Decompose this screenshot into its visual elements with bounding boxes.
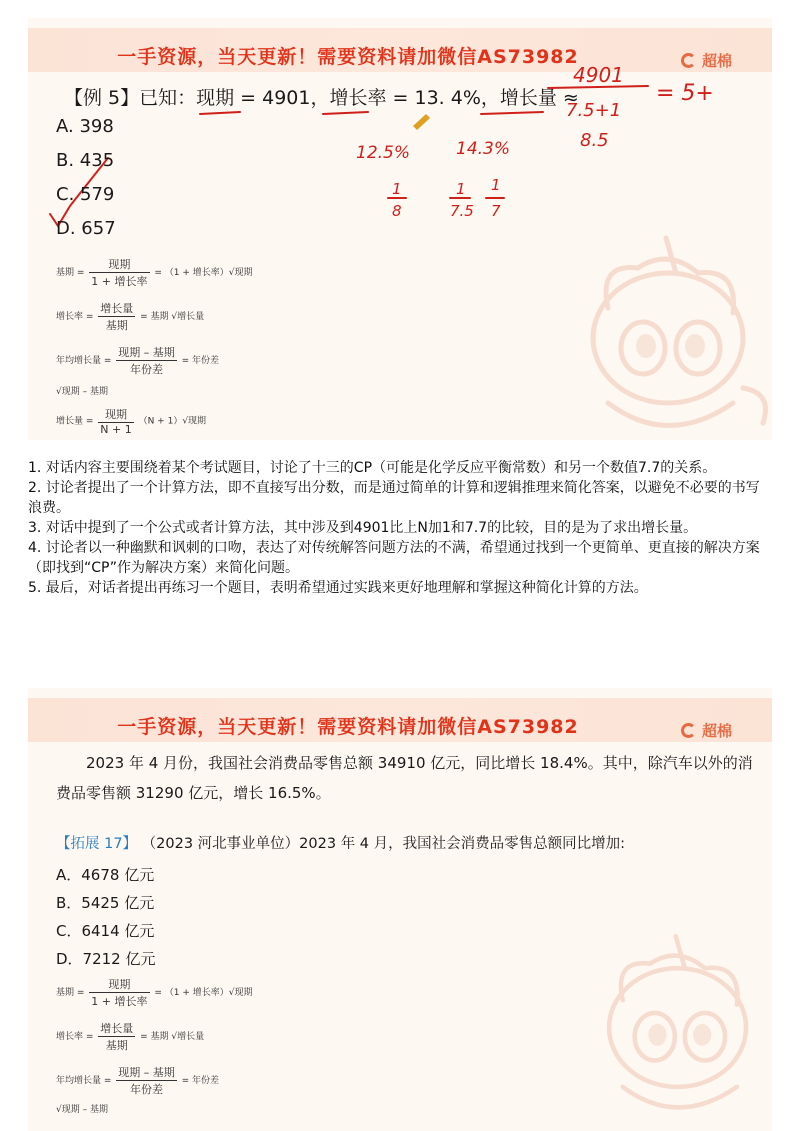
extension-question-text: （2023 河北事业单位）2023 年 4 月，我国社会消费品零售总额同比增加: [141, 836, 626, 852]
formula-growth-rate: 增长率 = $\frac{\text{增长量}}{\text{基期}}$ = 基期 √增长量 [56, 302, 205, 332]
formula-growth-rate: 增长率 = $\frac{\text{增长量}}{\text{基期}}$ = 基期 √增长量 [56, 1022, 205, 1052]
logo-icon [681, 723, 696, 738]
slide-1 [28, 18, 772, 440]
note-1: 1. 对话内容主要围绕着某个考试题目，讨论了十三的CP（可能是化学反应平衡常数）和另一个数值7.7的关系。 [28, 460, 717, 476]
formula-base-period: 基期 = $\frac{\text{现期}}{\text{1 + 增长率}}$ = （1 + 增长率）√现期 [56, 978, 253, 1008]
option-c: C. 579 [56, 184, 115, 205]
hw-f3-den: 7 [491, 202, 501, 220]
brand-logo-2 [681, 720, 732, 741]
extension-question [56, 832, 756, 853]
note-4: 4. 讨论者以一种幽默和讽刺的口吻，表达了对传统解答问题方法的不满，希望通过找到一个更简单、更直接的解决方案（即找到“CP”作为解决方案）来简化问题。 [28, 540, 760, 576]
option-a-2: A．4678 亿元 [56, 866, 155, 884]
note-3: 3. 对话中提到了一个公式或者计算方法，其中涉及到4901比上N加1和7.7的比较，目的是为了求出增长量。 [28, 520, 698, 536]
note-2: 2. 讨论者提出了一个计算方法，即不直接写出分数，而是通过简单的计算和逻辑推理来简化答案，以避免不必要的书写浪费。 [28, 480, 760, 516]
hw-f2-num: 1 [456, 180, 466, 198]
formula-base-period: 基期 = $\frac{\text{现期}}{\text{1 + 增长率}}$ = （1 + 增长率）√现期 [56, 258, 253, 288]
logo-text-2: 超棉 [701, 722, 732, 740]
hw-result: = 5+ [656, 81, 714, 106]
hw-f1-den: 8 [392, 202, 402, 220]
hw-below: 8.5 [580, 130, 609, 151]
banner-text: 一手资源，当天更新！需要资料请加微信AS73982 [117, 46, 579, 68]
formula-annual-growth: 年均增长量 = $\frac{\text{现期 – 基期}}{\text{年份差}}$ = 年份差 [56, 346, 220, 376]
mascot-watermark-icon [548, 218, 772, 440]
hw-top-num: 4901 [573, 63, 624, 87]
pencil-icon [413, 114, 430, 130]
note-5: 5. 最后，对话者提出再练习一个题目，表明希望通过实践来更好地理解和掌握这种简化计算的方法。 [28, 580, 648, 596]
option-c-2: C．6414 亿元 [56, 922, 155, 940]
option-b: B. 435 [56, 150, 115, 171]
handwriting-annotations [28, 18, 772, 238]
hw-a: 12.5% [356, 143, 411, 163]
hw-b: 14.3% [456, 139, 511, 159]
extension-label: 【拓展 17】 [56, 836, 138, 852]
banner-2 [28, 698, 772, 742]
formula-annual-growth: 年均增长量 = $\frac{\text{现期 – 基期}}{\text{年份差}}$ = 年份差 [56, 1066, 220, 1096]
formula-block [56, 256, 456, 436]
slide-2 [28, 688, 772, 1131]
formula-annual-growth-line2: √现期 – 基期 [56, 1105, 108, 1115]
hw-top-den: 7.5+1 [566, 100, 622, 121]
mascot-watermark-icon [568, 918, 772, 1128]
passage-text: 2023 年 4 月份，我国社会消费品零售总额 34910 亿元，同比增长 18.4%。其中，除汽车以外的消费品零售额 31290 亿元，增长 16.5%。 [56, 754, 753, 802]
logo-text: 超棉 [701, 52, 732, 70]
formula-growth-amount: 增长量 = $\frac{\text{现期}}{N + 1}$ （N + 1）√现期 [56, 408, 207, 436]
hw-f2-den: 7.5 [450, 202, 474, 220]
hw-f1-num: 1 [392, 180, 402, 198]
formula-annual-growth-line2: √现期 – 基期 [56, 387, 108, 397]
option-a: A. 398 [56, 116, 114, 137]
banner-text-2: 一手资源，当天更新！需要资料请加微信AS73982 [117, 716, 579, 738]
option-d-2: D．7212 亿元 [56, 950, 156, 968]
summary-notes [28, 458, 768, 598]
question-text: 【例 5】已知：现期 = 4901，增长率 = 13. 4%，增长量 ≈ [64, 87, 579, 109]
option-b-2: B．5425 亿元 [56, 894, 155, 912]
hw-f3-num: 1 [491, 176, 501, 194]
option-d: D. 657 [56, 218, 116, 239]
formula-block-2 [56, 976, 456, 1126]
